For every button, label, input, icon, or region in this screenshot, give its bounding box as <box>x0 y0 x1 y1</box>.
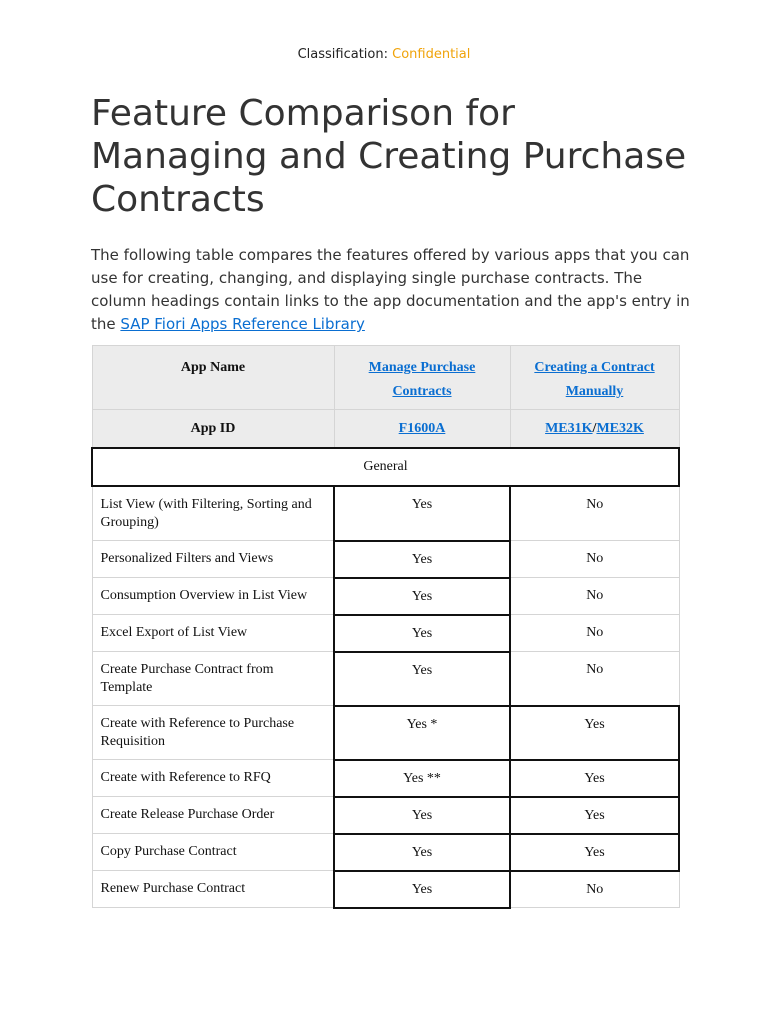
table-row <box>92 871 679 908</box>
table-row <box>92 797 679 834</box>
feature-cell: Copy Purchase Contract <box>92 834 334 871</box>
comparison-table <box>91 345 680 909</box>
app2-id-cell <box>510 410 679 449</box>
intro-paragraph <box>91 244 691 336</box>
app-name-header: App Name <box>92 346 334 410</box>
app2-value: Yes <box>510 834 679 871</box>
feature-cell: List View (with Filtering, Sorting and Grouping) <box>92 486 334 541</box>
app2-value: Yes <box>510 760 679 797</box>
table-row <box>92 760 679 797</box>
app1-value: Yes <box>334 652 510 706</box>
fiori-library-link[interactable]: SAP Fiori Apps Reference Library <box>120 315 365 333</box>
app2-header <box>510 346 679 410</box>
feature-cell: Excel Export of List View <box>92 615 334 652</box>
section-row <box>92 448 679 486</box>
app1-id-cell <box>334 410 510 449</box>
app1-value: Yes <box>334 541 510 578</box>
page-title: Feature Comparison for Managing and Creating Purchase Contracts <box>91 93 687 220</box>
table-row <box>92 652 679 706</box>
feature-cell: Create Purchase Contract from Template <box>92 652 334 706</box>
table-header-row <box>92 346 679 410</box>
app2-value: No <box>510 652 679 706</box>
app2-value: Yes <box>510 797 679 834</box>
app1-value: Yes <box>334 578 510 615</box>
app1-header <box>334 346 510 410</box>
app1-value: Yes * <box>334 706 510 760</box>
app2-value: No <box>510 578 679 615</box>
table-row <box>92 486 679 541</box>
app2-value: No <box>510 486 679 541</box>
app1-value: Yes ** <box>334 760 510 797</box>
feature-cell: Renew Purchase Contract <box>92 871 334 908</box>
intro-text: The following table compares the features offered by various apps that you can use for creating, changing, and displaying single purchase contracts. The column headings contain links to the app documentation and the app's entry in the <box>91 246 690 333</box>
app1-value: Yes <box>334 615 510 652</box>
app1-id-link[interactable]: F1600A <box>398 420 446 436</box>
feature-cell: Create with Reference to RFQ <box>92 760 334 797</box>
app-id-separator: / <box>592 420 597 436</box>
classification-value: Confidential <box>392 47 471 62</box>
table-row <box>92 834 679 871</box>
section-label: General <box>92 448 679 486</box>
app1-value: Yes <box>334 486 510 541</box>
app2-value: No <box>510 615 679 652</box>
app-id-row <box>92 410 679 449</box>
app2-value: Yes <box>510 706 679 760</box>
table-row <box>92 541 679 578</box>
app1-value: Yes <box>334 871 510 908</box>
app2-id-link-a[interactable]: ME31K <box>545 420 593 436</box>
table-row <box>92 615 679 652</box>
classification-banner <box>0 47 768 62</box>
app2-id-link-b[interactable]: ME32K <box>596 420 644 436</box>
app1-value: Yes <box>334 834 510 871</box>
table-row <box>92 706 679 760</box>
table-row <box>92 578 679 615</box>
app2-value: No <box>510 871 679 908</box>
classification-label: Classification: <box>297 47 388 62</box>
creating-contract-manually-link[interactable]: Creating a Contract Manually <box>534 360 655 399</box>
app2-value: No <box>510 541 679 578</box>
feature-cell: Create with Reference to Purchase Requisition <box>92 706 334 760</box>
app-id-label: App ID <box>92 410 334 449</box>
app1-value: Yes <box>334 797 510 834</box>
feature-cell: Personalized Filters and Views <box>92 541 334 578</box>
feature-cell: Consumption Overview in List View <box>92 578 334 615</box>
manage-purchase-contracts-link[interactable]: Manage Purchase Contracts <box>368 360 476 399</box>
feature-cell: Create Release Purchase Order <box>92 797 334 834</box>
